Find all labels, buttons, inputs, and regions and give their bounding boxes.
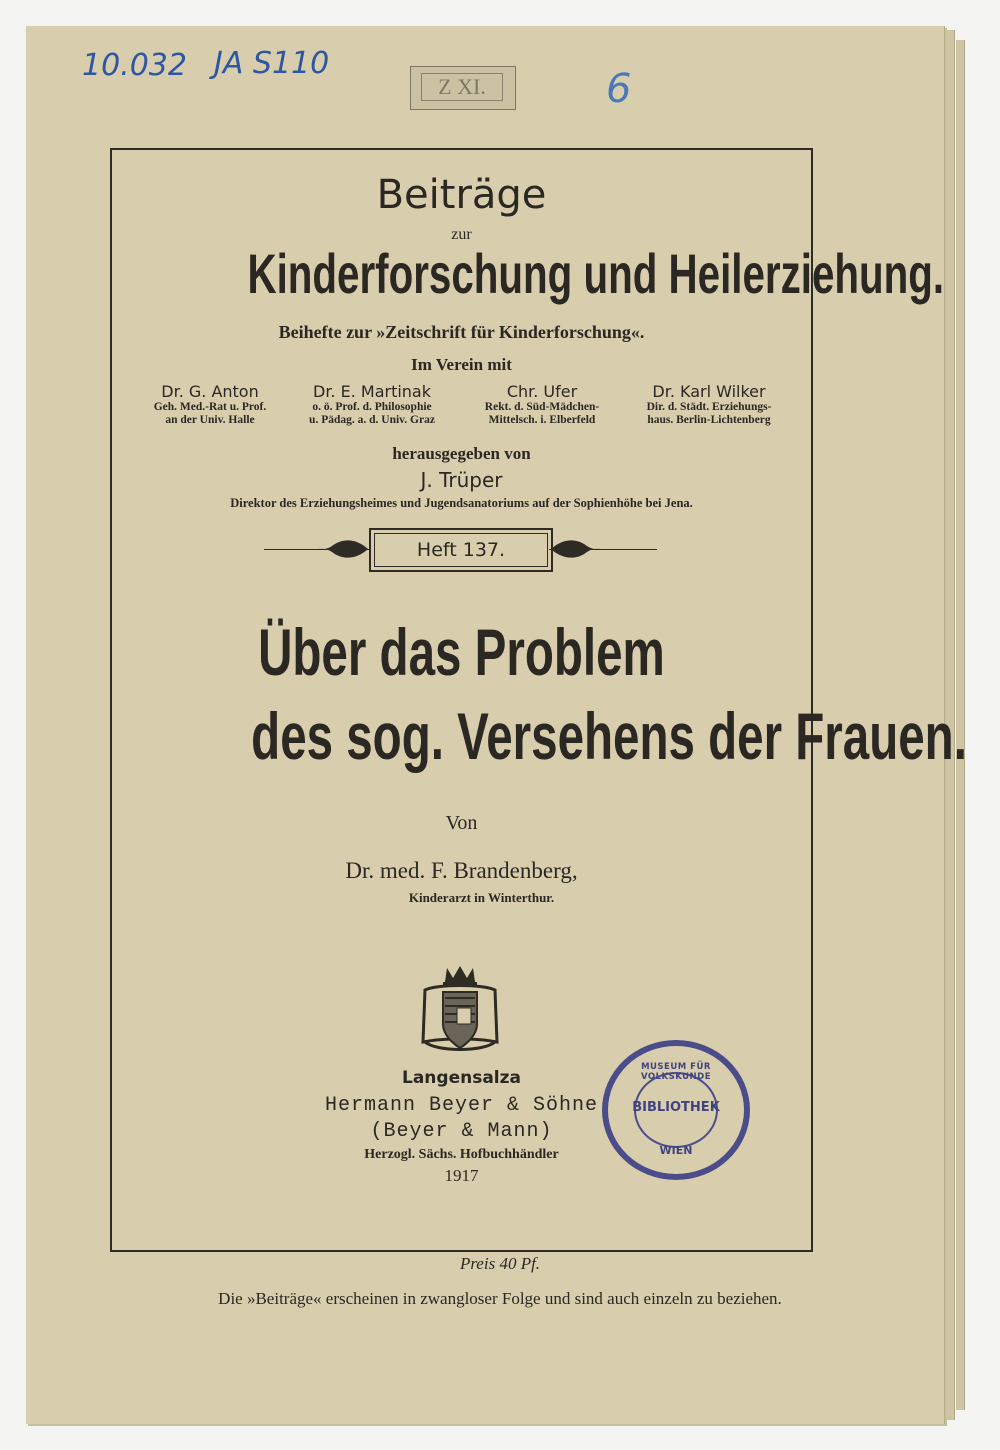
- editor-desc: Mittelsch. i. Elberfeld: [488, 414, 596, 426]
- heft-number: Heft 137.: [369, 528, 553, 572]
- imprint-city: Langensalza: [402, 1068, 521, 1088]
- editor-desc: Dir. d. Städt. Erziehungs-: [646, 401, 772, 413]
- editor-name: Dr. G. Anton: [161, 382, 259, 401]
- editor-desc: haus. Berlin-Lichtenberg: [647, 414, 771, 426]
- imprint-publisher: Hermann Beyer & Söhne: [324, 1094, 599, 1117]
- footer-note: Die »Beiträge« erscheinen in zwangloser Folge und sind auch einzeln zu beziehen.: [218, 1289, 782, 1308]
- series-subtitle: Beihefte zur »Zeitschrift für Kinderforschung«.: [278, 322, 645, 342]
- coat-of-arms-icon: [417, 962, 503, 1056]
- editor-name: Dr. E. Martinak: [313, 382, 431, 401]
- author-wrap: [112, 858, 811, 884]
- editor-desc: an der Univ. Halle: [165, 414, 255, 426]
- ornament-right-icon: [549, 536, 603, 562]
- editor-desc: o. ö. Prof. d. Philosophie: [312, 401, 432, 413]
- editor-name: Chr. Ufer: [506, 382, 578, 401]
- editor-desc: Geh. Med.-Rat u. Prof.: [153, 401, 267, 413]
- price: Preis 40 Pf.: [459, 1254, 541, 1273]
- shelf-label-text: Z XI.: [421, 73, 503, 101]
- stamp-middle: BIBLIOTHEK: [632, 1100, 720, 1115]
- series-title-wrap: [112, 242, 945, 307]
- library-stamp: [602, 1040, 750, 1180]
- series-title: Kinderforschung und Heilerziehung.: [247, 242, 945, 305]
- editor-desc: u. Pädag. a. d. Univ. Graz: [309, 414, 435, 426]
- herausgegeben: herausgegeben von: [392, 444, 531, 463]
- shelf-label: [410, 66, 516, 110]
- work-title-line2-wrap: [112, 699, 967, 774]
- catalog-number: 10.032: [82, 48, 187, 83]
- catalog-code: JA S110: [214, 46, 330, 81]
- ornament-left-icon: [316, 536, 370, 562]
- journal-title: Beiträge: [376, 172, 547, 218]
- author: Dr. med. F. Brandenberg,: [345, 858, 578, 883]
- handwritten-number: 6: [606, 66, 632, 112]
- imprint-year: 1917: [444, 1166, 479, 1185]
- editor-ufer: [462, 382, 622, 427]
- editor-desc: Rekt. d. Süd-Mädchen-: [484, 401, 600, 413]
- main-editor-role: Direktor des Erziehungsheimes und Jugendsanatoriums auf der Sophienhöhe bei Jena.: [230, 496, 693, 510]
- stamp-bottom: WIEN: [659, 1144, 693, 1157]
- journal-zur: zur: [451, 226, 472, 243]
- in-verein: Im Verein mit: [411, 355, 512, 374]
- work-title-line2: des sog. Versehens der Frauen.: [251, 699, 967, 773]
- work-title-line1-wrap: [112, 616, 811, 690]
- editor-wilker: [624, 382, 794, 427]
- work-title-line1: Über das Problem: [258, 615, 665, 689]
- von: Von: [445, 812, 478, 834]
- stamp-top: MUSEUM FÜR VOLKSKUNDE: [640, 1062, 712, 1082]
- editor-anton: [130, 382, 290, 427]
- imprint-publisher-alt: (Beyer & Mann): [370, 1120, 553, 1143]
- main-editor: J. Trüper: [420, 468, 503, 492]
- editor-name: Dr. Karl Wilker: [652, 382, 766, 401]
- editor-martinak: [292, 382, 452, 427]
- imprint-title: Herzogl. Sächs. Hofbuchhändler: [364, 1147, 559, 1162]
- author-role: Kinderarzt in Winterthur.: [408, 890, 555, 905]
